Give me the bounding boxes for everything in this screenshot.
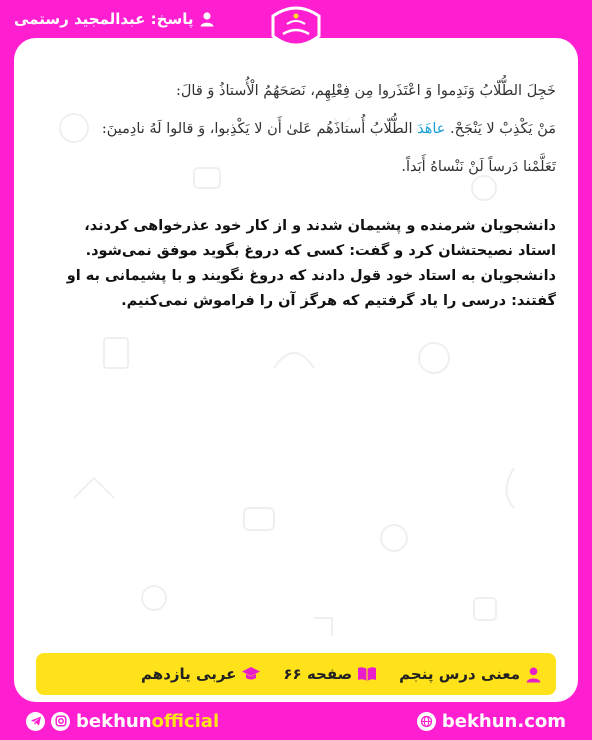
persian-translation	[36, 214, 556, 314]
translation-line: استاد نصیحتشان کرد و گفت: کسی که دروغ بگوید موفق نمی‌شود.	[85, 243, 556, 259]
lesson-content	[36, 72, 556, 314]
arabic-text: خَجِلَ الطُّلّابُ وَنَدِموا وَ اعْتَذَروا مِن فِعْلِهِم، نَصَحَهُمُ الْأُستاذُ وَ قالَ:	[176, 83, 556, 99]
arabic-text: تَعَلَّمْنا دَرساً لَنْ نَنْساهُ أَبَداً.	[401, 159, 556, 175]
telegram-icon[interactable]	[26, 712, 45, 731]
arabic-text: مَنْ يَكْذِبْ لا يَنْجَحْ.	[445, 121, 556, 137]
translation-line: دانشجویان شرمنده و پشیمان شدند و از کار خود عذرخواهی کردند،	[84, 218, 556, 234]
author-label	[14, 10, 215, 28]
globe-icon	[417, 712, 436, 731]
social-handle[interactable]	[76, 711, 219, 732]
user-icon	[199, 11, 215, 27]
grade-item	[141, 665, 261, 683]
arabic-line-3	[36, 148, 556, 186]
highlighted-word: عاهَدَ	[417, 121, 446, 137]
lesson-info-bar	[36, 653, 556, 695]
bottom-bar	[0, 702, 592, 740]
instagram-icon[interactable]	[51, 712, 70, 731]
user-icon	[525, 666, 542, 683]
translation-line: دانشجویان به استاد خود قول دادند که دروغ نگویند و با پشیمانی به او	[66, 268, 556, 284]
social-prefix: bekhun	[76, 710, 152, 732]
meaning-item	[399, 665, 542, 683]
graduation-cap-icon	[241, 666, 261, 682]
book-icon	[357, 666, 377, 682]
author-text: پاسخ: عبدالمجید رستمی	[14, 10, 194, 28]
page-label: صفحه ۶۶	[283, 665, 353, 683]
website-link[interactable]	[417, 711, 566, 732]
translation-line: گفتند: درسی را یاد گرفتیم که هرگز آن را فراموش نمی‌کنیم.	[121, 293, 556, 309]
content-card	[14, 38, 578, 702]
arabic-line-2	[36, 110, 556, 148]
arabic-text: الطُّلّابُ أُستاذَهُم عَلىٰ أَن لا يَكْذِبوا، وَ قالوا لَهُ نادِمينَ:	[101, 121, 418, 137]
social-suffix: official	[151, 710, 220, 732]
grade-label: عربی یازدهم	[141, 665, 237, 683]
arabic-line-1	[36, 72, 556, 110]
social-link[interactable]	[26, 711, 219, 732]
logo	[267, 6, 325, 50]
meaning-label: معنی درس پنجم	[399, 665, 520, 683]
page-item	[283, 665, 377, 683]
logo-icon	[267, 6, 325, 50]
website-text: bekhun.com	[441, 710, 566, 732]
